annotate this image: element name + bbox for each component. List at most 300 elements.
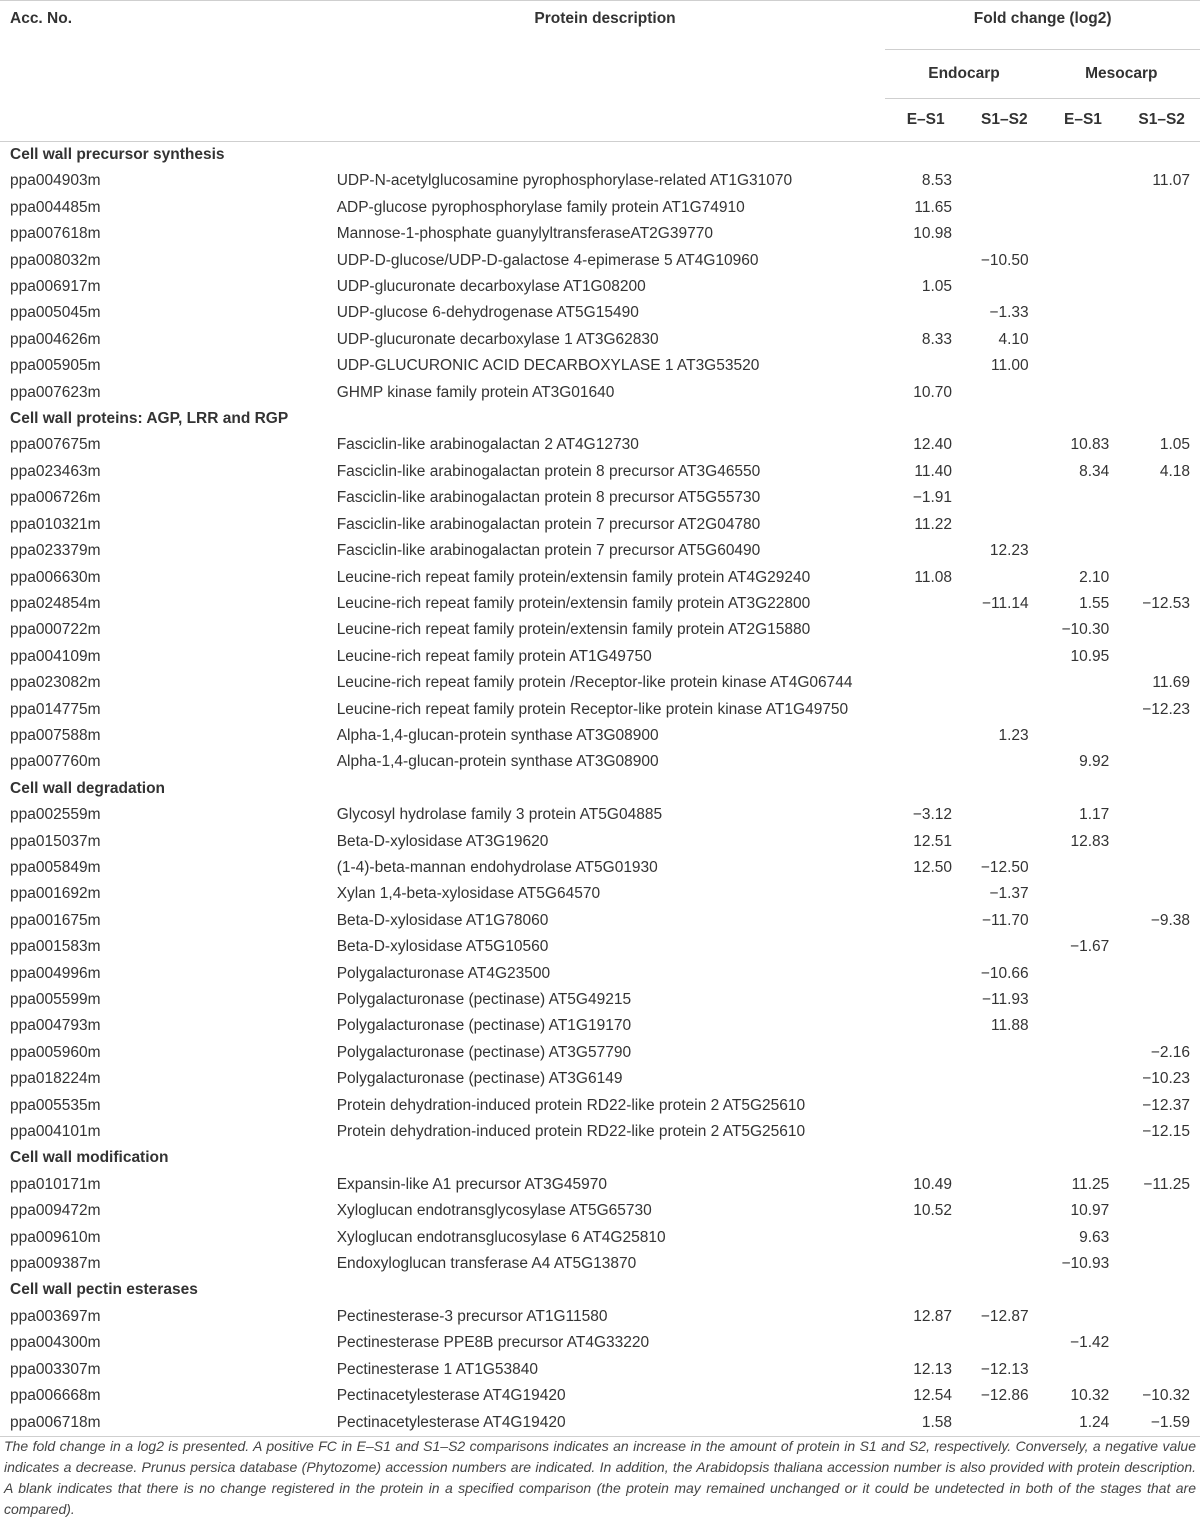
- header-fold-change: Fold change (log2): [885, 1, 1200, 50]
- value-cell-meso-s1s2: [1123, 1198, 1200, 1224]
- value-cell-meso-s1s2: −2.16: [1150, 1043, 1190, 1061]
- table-row: [0, 300, 1200, 326]
- value-cell-endo-s1s2: [966, 802, 1043, 828]
- accession-cell: ppa004996m: [10, 964, 101, 982]
- value-cell-endo-s1s2: 12.23: [989, 542, 1029, 560]
- table-row: [0, 353, 1200, 379]
- accession-cell: ppa009472m: [10, 1202, 101, 1220]
- value-cell-endo-s1s2: −11.14: [981, 594, 1029, 612]
- section-title: Cell wall degradation: [10, 779, 166, 797]
- value-cell-endo-es1: [885, 538, 966, 564]
- value-cell-endo-s1s2: [966, 512, 1043, 538]
- value-cell-endo-es1: [885, 908, 966, 934]
- value-cell-meso-s1s2: [1123, 565, 1200, 591]
- description-cell: Pectinacetylesterase AT4G19420: [336, 1387, 566, 1405]
- table-row: [0, 934, 1200, 960]
- description-cell: UDP-D-glucose/UDP-D-galactose 4-epimerase 5 AT4G10960: [336, 251, 759, 269]
- section-row: [0, 1277, 1200, 1303]
- value-cell-meso-s1s2: 1.05: [1159, 436, 1190, 454]
- description-cell: Leucine-rich repeat family protein Receptor-like protein kinase AT1G49750: [336, 700, 849, 718]
- value-cell-meso-s1s2: [1123, 1304, 1200, 1330]
- value-cell-endo-s1s2: 11.88: [990, 1017, 1029, 1035]
- section-title: Cell wall modification: [10, 1149, 169, 1167]
- value-cell-endo-s1s2: −10.50: [980, 251, 1029, 269]
- value-cell-meso-s1s2: [1123, 221, 1200, 247]
- description-cell: UDP-GLUCURONIC ACID DECARBOXYLASE 1 AT3G53520: [336, 357, 760, 375]
- value-cell-endo-s1s2: 11.00: [990, 357, 1029, 375]
- accession-cell: ppa001583m: [10, 938, 101, 956]
- value-cell-meso-es1: [1043, 538, 1124, 564]
- description-cell: Beta-D-xylosidase AT1G78060: [336, 911, 549, 929]
- table-row: [0, 1198, 1200, 1224]
- value-cell-meso-es1: [1043, 380, 1124, 406]
- section-row: [0, 406, 1200, 432]
- value-cell-meso-es1: [1043, 512, 1124, 538]
- section-row: [0, 142, 1200, 169]
- table-row: [0, 697, 1200, 723]
- value-cell-endo-s1s2: 1.23: [998, 726, 1029, 744]
- value-cell-meso-s1s2: [1123, 1330, 1200, 1356]
- value-cell-endo-s1s2: −10.66: [980, 964, 1029, 982]
- value-cell-meso-es1: [1043, 1357, 1124, 1383]
- accession-cell: ppa006630m: [10, 568, 101, 586]
- table-row: [0, 802, 1200, 828]
- value-cell-meso-es1: 10.97: [1070, 1202, 1110, 1220]
- table-row: [0, 248, 1200, 274]
- description-cell: Pectinacetylesterase AT4G19420: [325, 1410, 886, 1437]
- table-row: [0, 327, 1200, 353]
- header-meso-s1s2: S1–S2: [1123, 99, 1200, 142]
- value-cell-endo-es1: [885, 1330, 966, 1356]
- table-row: [0, 538, 1200, 564]
- value-cell-endo-s1s2: −11.93: [981, 991, 1029, 1008]
- value-cell-endo-es1: 11.22: [914, 515, 952, 533]
- table-row: [0, 1357, 1200, 1383]
- header-protein-description: Protein description: [534, 10, 676, 27]
- value-cell-meso-es1: [1043, 987, 1124, 1013]
- accession-cell: ppa006718m: [0, 1410, 325, 1437]
- value-cell-meso-es1: 8.34: [1079, 462, 1110, 480]
- table-row: [0, 644, 1200, 670]
- value-cell-meso-s1s2: [1123, 485, 1200, 511]
- accession-cell: ppa003697m: [10, 1307, 101, 1325]
- value-cell-endo-s1s2: [966, 1040, 1043, 1066]
- description-cell: Xylan 1,4-beta-xylosidase AT5G64570: [336, 885, 601, 903]
- value-cell-meso-es1: [1043, 195, 1124, 221]
- section-title: Cell wall precursor synthesis: [10, 146, 225, 163]
- table-row: [0, 591, 1200, 617]
- table-row: [0, 1330, 1200, 1356]
- value-cell-endo-es1: 1.05: [921, 278, 952, 296]
- description-cell: Glycosyl hydrolase family 3 protein AT5G04885: [336, 806, 663, 824]
- value-cell-endo-s1s2: −12.50: [980, 858, 1029, 876]
- description-cell: Polygalacturonase (pectinase) AT5G49215: [336, 991, 632, 1008]
- value-cell-meso-s1s2: −12.23: [1142, 700, 1190, 718]
- value-cell-meso-es1: [1043, 221, 1124, 247]
- table-row: [0, 749, 1200, 775]
- value-cell-meso-s1s2: [1123, 723, 1200, 749]
- value-cell-endo-s1s2: [966, 1198, 1043, 1224]
- value-cell-endo-es1: [885, 248, 966, 274]
- table-row: [0, 617, 1200, 643]
- accession-cell: ppa009610m: [10, 1228, 101, 1246]
- table-row: [0, 485, 1200, 511]
- value-cell-meso-s1s2: [1123, 538, 1200, 564]
- value-cell-meso-es1: [1043, 670, 1124, 696]
- table-row: [0, 670, 1200, 696]
- table-row: [0, 1040, 1200, 1066]
- value-cell-endo-s1s2: [966, 195, 1043, 221]
- description-cell: Pectinesterase-3 precursor AT1G11580: [336, 1307, 608, 1325]
- accession-cell: ppa007760m: [10, 753, 101, 771]
- value-cell-endo-es1: 12.13: [913, 1360, 952, 1378]
- value-cell-endo-es1: [885, 934, 966, 960]
- description-cell: UDP-N-acetylglucosamine pyrophosphorylase-related AT1G31070: [336, 172, 793, 190]
- table-row: [0, 1383, 1200, 1409]
- value-cell-endo-s1s2: [966, 168, 1043, 194]
- value-cell-meso-s1s2: [1123, 881, 1200, 907]
- value-cell-endo-s1s2: [966, 1410, 1043, 1437]
- value-cell-endo-s1s2: [966, 644, 1043, 670]
- accession-cell: ppa001692m: [10, 885, 101, 903]
- value-cell-meso-es1: [1043, 697, 1124, 723]
- value-cell-endo-es1: 10.49: [913, 1175, 952, 1193]
- value-cell-meso-s1s2: 11.07: [1152, 172, 1190, 190]
- table-row: [0, 274, 1200, 300]
- accession-cell: ppa005045m: [10, 304, 101, 322]
- accession-cell: ppa004109m: [10, 647, 101, 665]
- description-cell: Polygalacturonase (pectinase) AT3G57790: [336, 1043, 632, 1061]
- accession-cell: ppa009387m: [10, 1255, 101, 1273]
- value-cell-meso-s1s2: [1123, 1013, 1200, 1039]
- accession-cell: ppa000722m: [10, 621, 101, 639]
- table-row: [0, 1013, 1200, 1039]
- value-cell-meso-s1s2: [1123, 1357, 1200, 1383]
- table-row: [0, 380, 1200, 406]
- value-cell-meso-es1: [1043, 1040, 1124, 1066]
- section-title: Cell wall pectin esterases: [10, 1281, 198, 1299]
- value-cell-endo-es1: [885, 644, 966, 670]
- accession-cell: ppa010171m: [10, 1175, 101, 1193]
- value-cell-endo-s1s2: [966, 432, 1043, 458]
- value-cell-meso-s1s2: [1123, 802, 1200, 828]
- value-cell-endo-s1s2: −1.33: [989, 304, 1029, 322]
- accession-cell: ppa007588m: [10, 726, 101, 744]
- description-cell: Pectinesterase 1 AT1G53840: [336, 1360, 539, 1378]
- table-row: [0, 829, 1200, 855]
- value-cell-meso-s1s2: [1123, 855, 1200, 881]
- value-cell-endo-es1: −3.12: [912, 806, 952, 824]
- description-cell: Leucine-rich repeat family protein/extensin family protein AT4G29240: [336, 568, 811, 586]
- value-cell-meso-es1: [1043, 485, 1124, 511]
- header-meso-es1: E–S1: [1043, 99, 1124, 142]
- value-cell-meso-es1: −10.93: [1061, 1255, 1110, 1273]
- table-row: [0, 1251, 1200, 1277]
- table-row: [0, 855, 1200, 881]
- value-cell-meso-es1: 11.25: [1071, 1175, 1110, 1193]
- value-cell-meso-s1s2: −12.15: [1142, 1123, 1190, 1141]
- value-cell-endo-es1: [885, 1040, 966, 1066]
- section-row: [0, 1145, 1200, 1171]
- value-cell-endo-s1s2: [966, 617, 1043, 643]
- description-cell: Fasciclin-like arabinogalactan protein 7 precursor AT5G60490: [336, 542, 761, 560]
- value-cell-endo-s1s2: [966, 829, 1043, 855]
- table-row: [0, 1172, 1200, 1198]
- value-cell-endo-es1: [885, 1225, 966, 1251]
- value-cell-endo-s1s2: 4.10: [998, 330, 1029, 348]
- value-cell-endo-s1s2: [966, 1225, 1043, 1251]
- value-cell-endo-s1s2: [966, 380, 1043, 406]
- value-cell-endo-es1: 12.50: [913, 858, 952, 876]
- header-endocarp: Endocarp: [885, 50, 1042, 99]
- value-cell-meso-s1s2: 11.69: [1152, 674, 1190, 692]
- description-cell: Fasciclin-like arabinogalactan 2 AT4G12730: [336, 436, 639, 454]
- accession-cell: ppa002559m: [10, 806, 101, 824]
- value-cell-endo-s1s2: −11.70: [981, 911, 1029, 929]
- value-cell-endo-s1s2: [966, 1066, 1043, 1092]
- table-body: [0, 142, 1200, 1437]
- value-cell-endo-s1s2: [966, 749, 1043, 775]
- accession-cell: ppa006668m: [10, 1387, 101, 1405]
- description-cell: Mannose-1-phosphate guanylyltransferaseAT2G39770: [336, 225, 713, 243]
- value-cell-meso-es1: −1.42: [1070, 1334, 1110, 1352]
- value-cell-endo-s1s2: [966, 1172, 1043, 1198]
- value-cell-meso-s1s2: [1123, 749, 1200, 775]
- description-cell: Polygalacturonase (pectinase) AT3G6149: [336, 1070, 623, 1088]
- value-cell-meso-es1: [1043, 327, 1124, 353]
- value-cell-endo-s1s2: [966, 221, 1043, 247]
- description-cell: UDP-glucuronate decarboxylase 1 AT3G62830: [336, 330, 659, 348]
- value-cell-endo-es1: 12.54: [913, 1387, 952, 1405]
- description-cell: Expansin-like A1 precursor AT3G45970: [336, 1175, 607, 1193]
- value-cell-endo-s1s2: [966, 1119, 1043, 1145]
- value-cell-meso-s1s2: [1123, 195, 1200, 221]
- table-row: [0, 987, 1200, 1013]
- value-cell-meso-s1s2: [1123, 248, 1200, 274]
- value-cell-meso-es1: [1043, 1093, 1124, 1119]
- accession-cell: ppa005905m: [10, 357, 101, 375]
- value-cell-meso-s1s2: [1123, 1251, 1200, 1277]
- value-cell-meso-es1: [1043, 1066, 1124, 1092]
- accession-cell: ppa004793m: [10, 1017, 101, 1035]
- value-cell-meso-es1: [1043, 1304, 1124, 1330]
- value-cell-endo-s1s2: −12.13: [980, 1360, 1029, 1378]
- value-cell-endo-s1s2: [966, 1330, 1043, 1356]
- value-cell-endo-es1: [885, 987, 966, 1013]
- description-cell: Xyloglucan endotransglucosylase 6 AT4G25810: [336, 1228, 666, 1246]
- value-cell-meso-s1s2: [1123, 829, 1200, 855]
- value-cell-meso-es1: 1.17: [1079, 806, 1110, 824]
- value-cell-endo-es1: 11.08: [914, 568, 952, 586]
- value-cell-endo-es1: 1.58: [885, 1410, 966, 1437]
- description-cell: ADP-glucose pyrophosphorylase family protein AT1G74910: [336, 198, 745, 216]
- section-title: Cell wall proteins: AGP, LRR and RGP: [10, 410, 289, 428]
- value-cell-endo-es1: [885, 961, 966, 987]
- accession-cell: ppa004101m: [10, 1123, 101, 1141]
- accession-cell: ppa015037m: [10, 832, 101, 850]
- table-row: [0, 908, 1200, 934]
- value-cell-meso-s1s2: −9.38: [1150, 911, 1190, 929]
- accession-cell: ppa005599m: [10, 991, 101, 1008]
- value-cell-endo-es1: 11.65: [914, 198, 952, 216]
- value-cell-meso-s1s2: −1.59: [1123, 1410, 1200, 1437]
- value-cell-meso-es1: [1043, 248, 1124, 274]
- value-cell-endo-s1s2: [966, 670, 1043, 696]
- value-cell-endo-s1s2: [966, 459, 1043, 485]
- value-cell-meso-es1: −10.30: [1061, 621, 1110, 639]
- accession-cell: ppa023082m: [10, 674, 101, 692]
- description-cell: Alpha-1,4-glucan-protein synthase AT3G08900: [336, 726, 659, 744]
- description-cell: UDP-glucuronate decarboxylase AT1G08200: [336, 278, 646, 296]
- value-cell-meso-es1: 10.83: [1070, 436, 1110, 454]
- table-row: [0, 961, 1200, 987]
- description-cell: Xyloglucan endotransglycosylase AT5G65730: [336, 1202, 652, 1220]
- value-cell-endo-s1s2: [966, 1093, 1043, 1119]
- value-cell-endo-es1: [885, 749, 966, 775]
- value-cell-meso-es1: [1043, 300, 1124, 326]
- value-cell-endo-es1: 10.52: [913, 1202, 952, 1220]
- value-cell-meso-s1s2: [1123, 353, 1200, 379]
- value-cell-meso-es1: 10.32: [1070, 1387, 1110, 1405]
- value-cell-endo-s1s2: [966, 934, 1043, 960]
- table-footnote: The fold change in a log2 is presented. A positive FC in E–S1 and S1–S2 comparisons indicates an increase in the amount of protein in S1 and S2, respectively. Conversely, a negative value indicates a decrease. Prunus persica database (Phytozome) accession numbers are indicated. In addition, the Arabidopsis thaliana accession number is also provided with protein description. A blank indicates that there is no change registered in the protein in a specified comparison (the protein may remained unchanged or it could be undetected in both of the stages that are compared).: [4, 1438, 1196, 1517]
- accession-cell: ppa004485m: [10, 198, 101, 216]
- value-cell-endo-s1s2: [966, 274, 1043, 300]
- description-cell: Pectinesterase PPE8B precursor AT4G33220: [336, 1334, 650, 1352]
- description-cell: Leucine-rich repeat family protein AT1G49750: [336, 647, 652, 665]
- table-row: [0, 1304, 1200, 1330]
- value-cell-meso-es1: 2.10: [1079, 568, 1110, 586]
- accession-cell: ppa010321m: [10, 515, 101, 533]
- value-cell-meso-es1: 12.83: [1070, 832, 1110, 850]
- value-cell-endo-es1: [885, 617, 966, 643]
- value-cell-meso-es1: [1043, 908, 1124, 934]
- table-row: [0, 432, 1200, 458]
- header-mesocarp: Mesocarp: [1043, 50, 1200, 99]
- value-cell-endo-es1: [885, 723, 966, 749]
- table-row: [0, 723, 1200, 749]
- accession-cell: ppa004903m: [10, 172, 101, 190]
- value-cell-meso-es1: [1043, 855, 1124, 881]
- accession-cell: ppa007623m: [10, 383, 101, 401]
- table-row: [0, 221, 1200, 247]
- description-cell: (1-4)-beta-mannan endohydrolase AT5G01930: [336, 858, 658, 876]
- value-cell-endo-es1: [885, 670, 966, 696]
- section-row: [0, 776, 1200, 802]
- value-cell-endo-es1: [885, 1013, 966, 1039]
- value-cell-endo-es1: 11.40: [914, 462, 952, 480]
- header-endo-s1s2: S1–S2: [966, 99, 1043, 142]
- value-cell-endo-s1s2: −12.87: [980, 1307, 1029, 1325]
- value-cell-meso-es1: [1043, 1119, 1124, 1145]
- accession-cell: ppa007618m: [10, 225, 101, 243]
- table-row: [0, 565, 1200, 591]
- value-cell-endo-s1s2: [966, 565, 1043, 591]
- table-row: [0, 168, 1200, 194]
- description-cell: Beta-D-xylosidase AT5G10560: [336, 938, 549, 956]
- description-cell: Polygalacturonase (pectinase) AT1G19170: [336, 1017, 632, 1035]
- value-cell-endo-s1s2: [966, 1251, 1043, 1277]
- description-cell: Protein dehydration-induced protein RD22-like protein 2 AT5G25610: [336, 1123, 806, 1141]
- header-endo-es1: E–S1: [885, 99, 966, 142]
- value-cell-meso-es1: 1.24: [1043, 1410, 1124, 1437]
- value-cell-meso-s1s2: [1123, 934, 1200, 960]
- description-cell: Leucine-rich repeat family protein/extensin family protein AT3G22800: [336, 594, 811, 612]
- description-cell: Protein dehydration-induced protein RD22-like protein 2 AT5G25610: [336, 1096, 806, 1114]
- value-cell-endo-es1: [885, 1251, 966, 1277]
- value-cell-meso-es1: [1043, 881, 1124, 907]
- value-cell-meso-s1s2: [1123, 1225, 1200, 1251]
- accession-cell: ppa006726m: [10, 489, 101, 507]
- table-row: [0, 1225, 1200, 1251]
- accession-cell: ppa001675m: [10, 911, 101, 929]
- table-row: [0, 1410, 1200, 1437]
- value-cell-endo-es1: 12.51: [913, 832, 952, 850]
- value-cell-endo-es1: 8.53: [921, 172, 952, 190]
- value-cell-meso-s1s2: 4.18: [1159, 462, 1190, 480]
- value-cell-endo-es1: −1.91: [912, 489, 952, 507]
- value-cell-meso-s1s2: −12.53: [1142, 594, 1190, 612]
- value-cell-meso-s1s2: [1123, 327, 1200, 353]
- value-cell-meso-s1s2: [1123, 617, 1200, 643]
- value-cell-meso-es1: 10.95: [1070, 647, 1110, 665]
- value-cell-endo-es1: [885, 881, 966, 907]
- description-cell: Leucine-rich repeat family protein/extensin family protein AT2G15880: [336, 621, 811, 639]
- description-cell: Fasciclin-like arabinogalactan protein 8 precursor AT3G46550: [336, 462, 761, 480]
- accession-cell: ppa023463m: [10, 462, 101, 480]
- description-cell: Polygalacturonase AT4G23500: [336, 964, 551, 982]
- accession-cell: ppa004626m: [10, 330, 101, 348]
- value-cell-meso-s1s2: −10.32: [1142, 1387, 1190, 1405]
- value-cell-endo-es1: 10.70: [913, 383, 952, 401]
- value-cell-endo-s1s2: [966, 697, 1043, 723]
- value-cell-endo-s1s2: −1.37: [989, 885, 1029, 903]
- value-cell-meso-s1s2: [1123, 512, 1200, 538]
- value-cell-endo-es1: [885, 1119, 966, 1145]
- value-cell-meso-s1s2: −12.37: [1142, 1096, 1190, 1114]
- value-cell-meso-s1s2: [1123, 961, 1200, 987]
- value-cell-endo-es1: [885, 353, 966, 379]
- accession-cell: ppa024854m: [10, 594, 101, 612]
- value-cell-endo-es1: [885, 591, 966, 617]
- value-cell-endo-es1: 12.40: [913, 436, 952, 454]
- description-cell: Fasciclin-like arabinogalactan protein 8 precursor AT5G55730: [336, 489, 761, 507]
- value-cell-meso-es1: [1043, 723, 1124, 749]
- accession-cell: ppa023379m: [10, 542, 101, 560]
- accession-cell: ppa007675m: [10, 436, 101, 454]
- accession-cell: ppa005535m: [10, 1096, 101, 1114]
- table-row: [0, 1093, 1200, 1119]
- accession-cell: ppa014775m: [10, 700, 101, 718]
- accession-cell: ppa006917m: [10, 278, 101, 296]
- description-cell: GHMP kinase family protein AT3G01640: [336, 383, 615, 401]
- table-row: [0, 1119, 1200, 1145]
- description-cell: Leucine-rich repeat family protein /Receptor-like protein kinase AT4G06744: [336, 674, 853, 692]
- table-row: [0, 512, 1200, 538]
- value-cell-meso-es1: [1043, 353, 1124, 379]
- accession-cell: ppa018224m: [10, 1070, 101, 1088]
- value-cell-meso-es1: [1043, 961, 1124, 987]
- value-cell-meso-es1: −1.67: [1070, 938, 1110, 956]
- value-cell-meso-s1s2: [1123, 987, 1200, 1013]
- value-cell-endo-es1: [885, 697, 966, 723]
- value-cell-endo-es1: [885, 1093, 966, 1119]
- value-cell-endo-s1s2: −12.86: [980, 1387, 1029, 1405]
- value-cell-meso-s1s2: [1123, 300, 1200, 326]
- accession-cell: ppa004300m: [10, 1334, 101, 1352]
- value-cell-meso-s1s2: −11.25: [1143, 1175, 1190, 1193]
- accession-cell: ppa005960m: [10, 1043, 101, 1061]
